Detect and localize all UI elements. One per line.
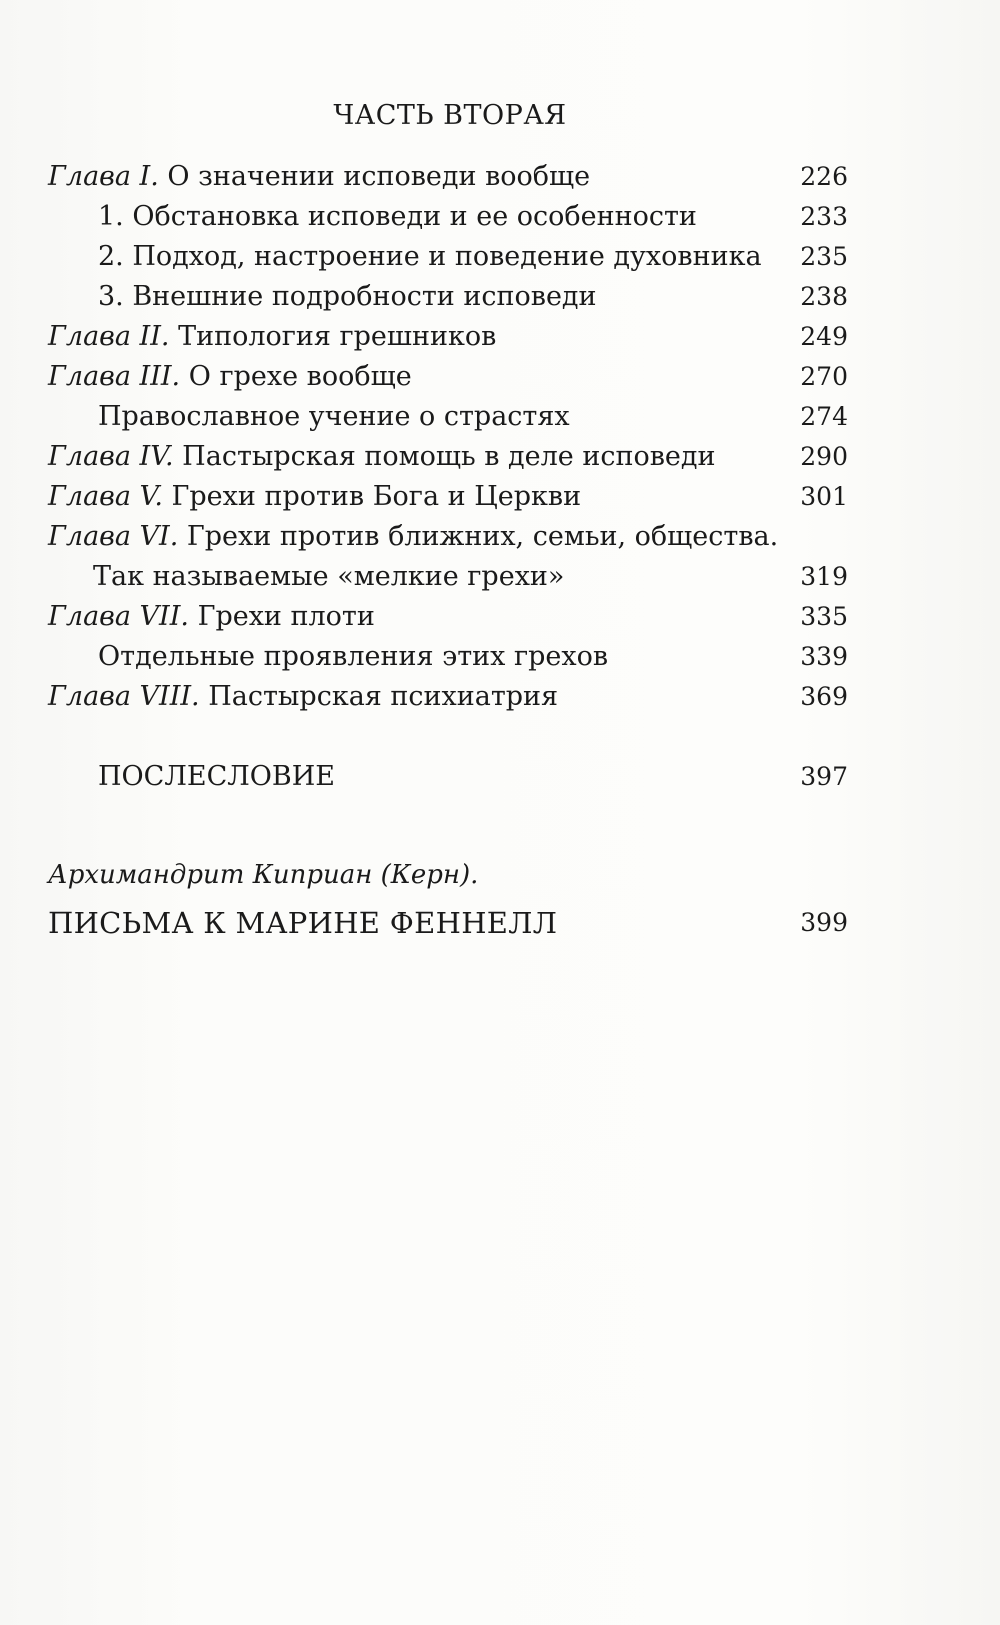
chapter-prefix: Глава I. — [48, 161, 159, 192]
page-number: 301 — [800, 482, 848, 511]
author-name: Архимандрит Киприан (Керн). — [48, 860, 479, 890]
toc-entry — [48, 237, 848, 277]
afterword-title: ПОСЛЕСЛОВИЕ — [98, 761, 336, 792]
toc-entry-text: 2. Подход, настроение и поведение духовника — [98, 241, 762, 272]
chapter-title: О значении исповеди вообще — [158, 161, 591, 192]
toc-entry — [48, 597, 848, 637]
page-number: 238 — [800, 282, 848, 311]
chapter-prefix: Глава II. — [48, 321, 170, 352]
toc-entry — [48, 517, 908, 557]
toc-entry-text: Так называемые «мелкие грехи» — [93, 561, 565, 592]
chapter-title: Грехи против Бога и Церкви — [162, 481, 582, 512]
page-number: 270 — [800, 362, 848, 391]
toc-entry-text — [48, 517, 778, 557]
page-number: 335 — [800, 602, 848, 631]
toc-entry-text — [48, 317, 496, 357]
page-number: 249 — [800, 322, 848, 351]
toc-entry — [48, 477, 848, 517]
page-number: 369 — [800, 682, 848, 711]
page-number: 319 — [800, 562, 848, 591]
chapter-title: Типология грешников — [169, 321, 497, 352]
section-title: ЧАСТЬ ВТОРАЯ — [333, 100, 567, 131]
chapter-prefix: Глава IV. — [48, 441, 174, 472]
toc-entry — [48, 677, 848, 717]
toc-entry-text — [48, 477, 581, 517]
chapter-title: Грехи плоти — [188, 601, 375, 632]
toc-entry-text: 1. Обстановка исповеди и ее особенности — [98, 201, 697, 232]
chapter-title: Пастырская помощь в деле исповеди — [173, 441, 716, 472]
toc-entry — [48, 317, 848, 357]
toc-entry-text — [48, 437, 716, 477]
chapter-title: Пастырская психиатрия — [199, 681, 559, 712]
page-number: 339 — [800, 642, 848, 671]
page-number: 274 — [800, 402, 848, 431]
toc-entry — [48, 437, 848, 477]
page-number: 397 — [800, 762, 848, 791]
toc-entry — [48, 157, 848, 197]
toc-entry-text — [48, 357, 412, 397]
toc-entry-text — [48, 677, 558, 717]
toc-entry — [48, 557, 848, 597]
chapter-prefix: Глава III. — [48, 361, 181, 392]
chapter-prefix: Глава VIII. — [48, 681, 200, 712]
toc-entry-text — [48, 597, 375, 637]
chapter-prefix: Глава VII. — [48, 601, 189, 632]
chapter-prefix: Глава V. — [48, 481, 163, 512]
toc-entry — [48, 277, 848, 317]
page-number: 235 — [800, 242, 848, 271]
letters-title: ПИСЬМА К МАРИНЕ ФЕННЕЛЛ — [48, 906, 558, 940]
toc-entry-letters — [48, 903, 848, 943]
chapter-prefix: Глава VI. — [48, 521, 179, 552]
toc-entry-text: Православное учение о страстях — [98, 401, 570, 432]
toc-entry — [48, 357, 848, 397]
page-number: 399 — [800, 908, 848, 937]
toc-entry-afterword — [48, 757, 848, 797]
toc-entry — [48, 397, 848, 437]
toc-entry-text — [48, 157, 590, 197]
toc-entry — [48, 637, 848, 677]
toc-entry-text: 3. Внешние подробности исповеди — [98, 281, 597, 312]
chapter-title: О грехе вообще — [180, 361, 412, 392]
chapter-title: Грехи против ближних, семьи, общества. — [178, 521, 779, 552]
toc-entry-text: Отдельные проявления этих грехов — [98, 641, 609, 672]
page-number: 233 — [800, 202, 848, 231]
page-number: 290 — [800, 442, 848, 471]
page-number: 226 — [800, 162, 848, 191]
toc-entry — [48, 197, 848, 237]
